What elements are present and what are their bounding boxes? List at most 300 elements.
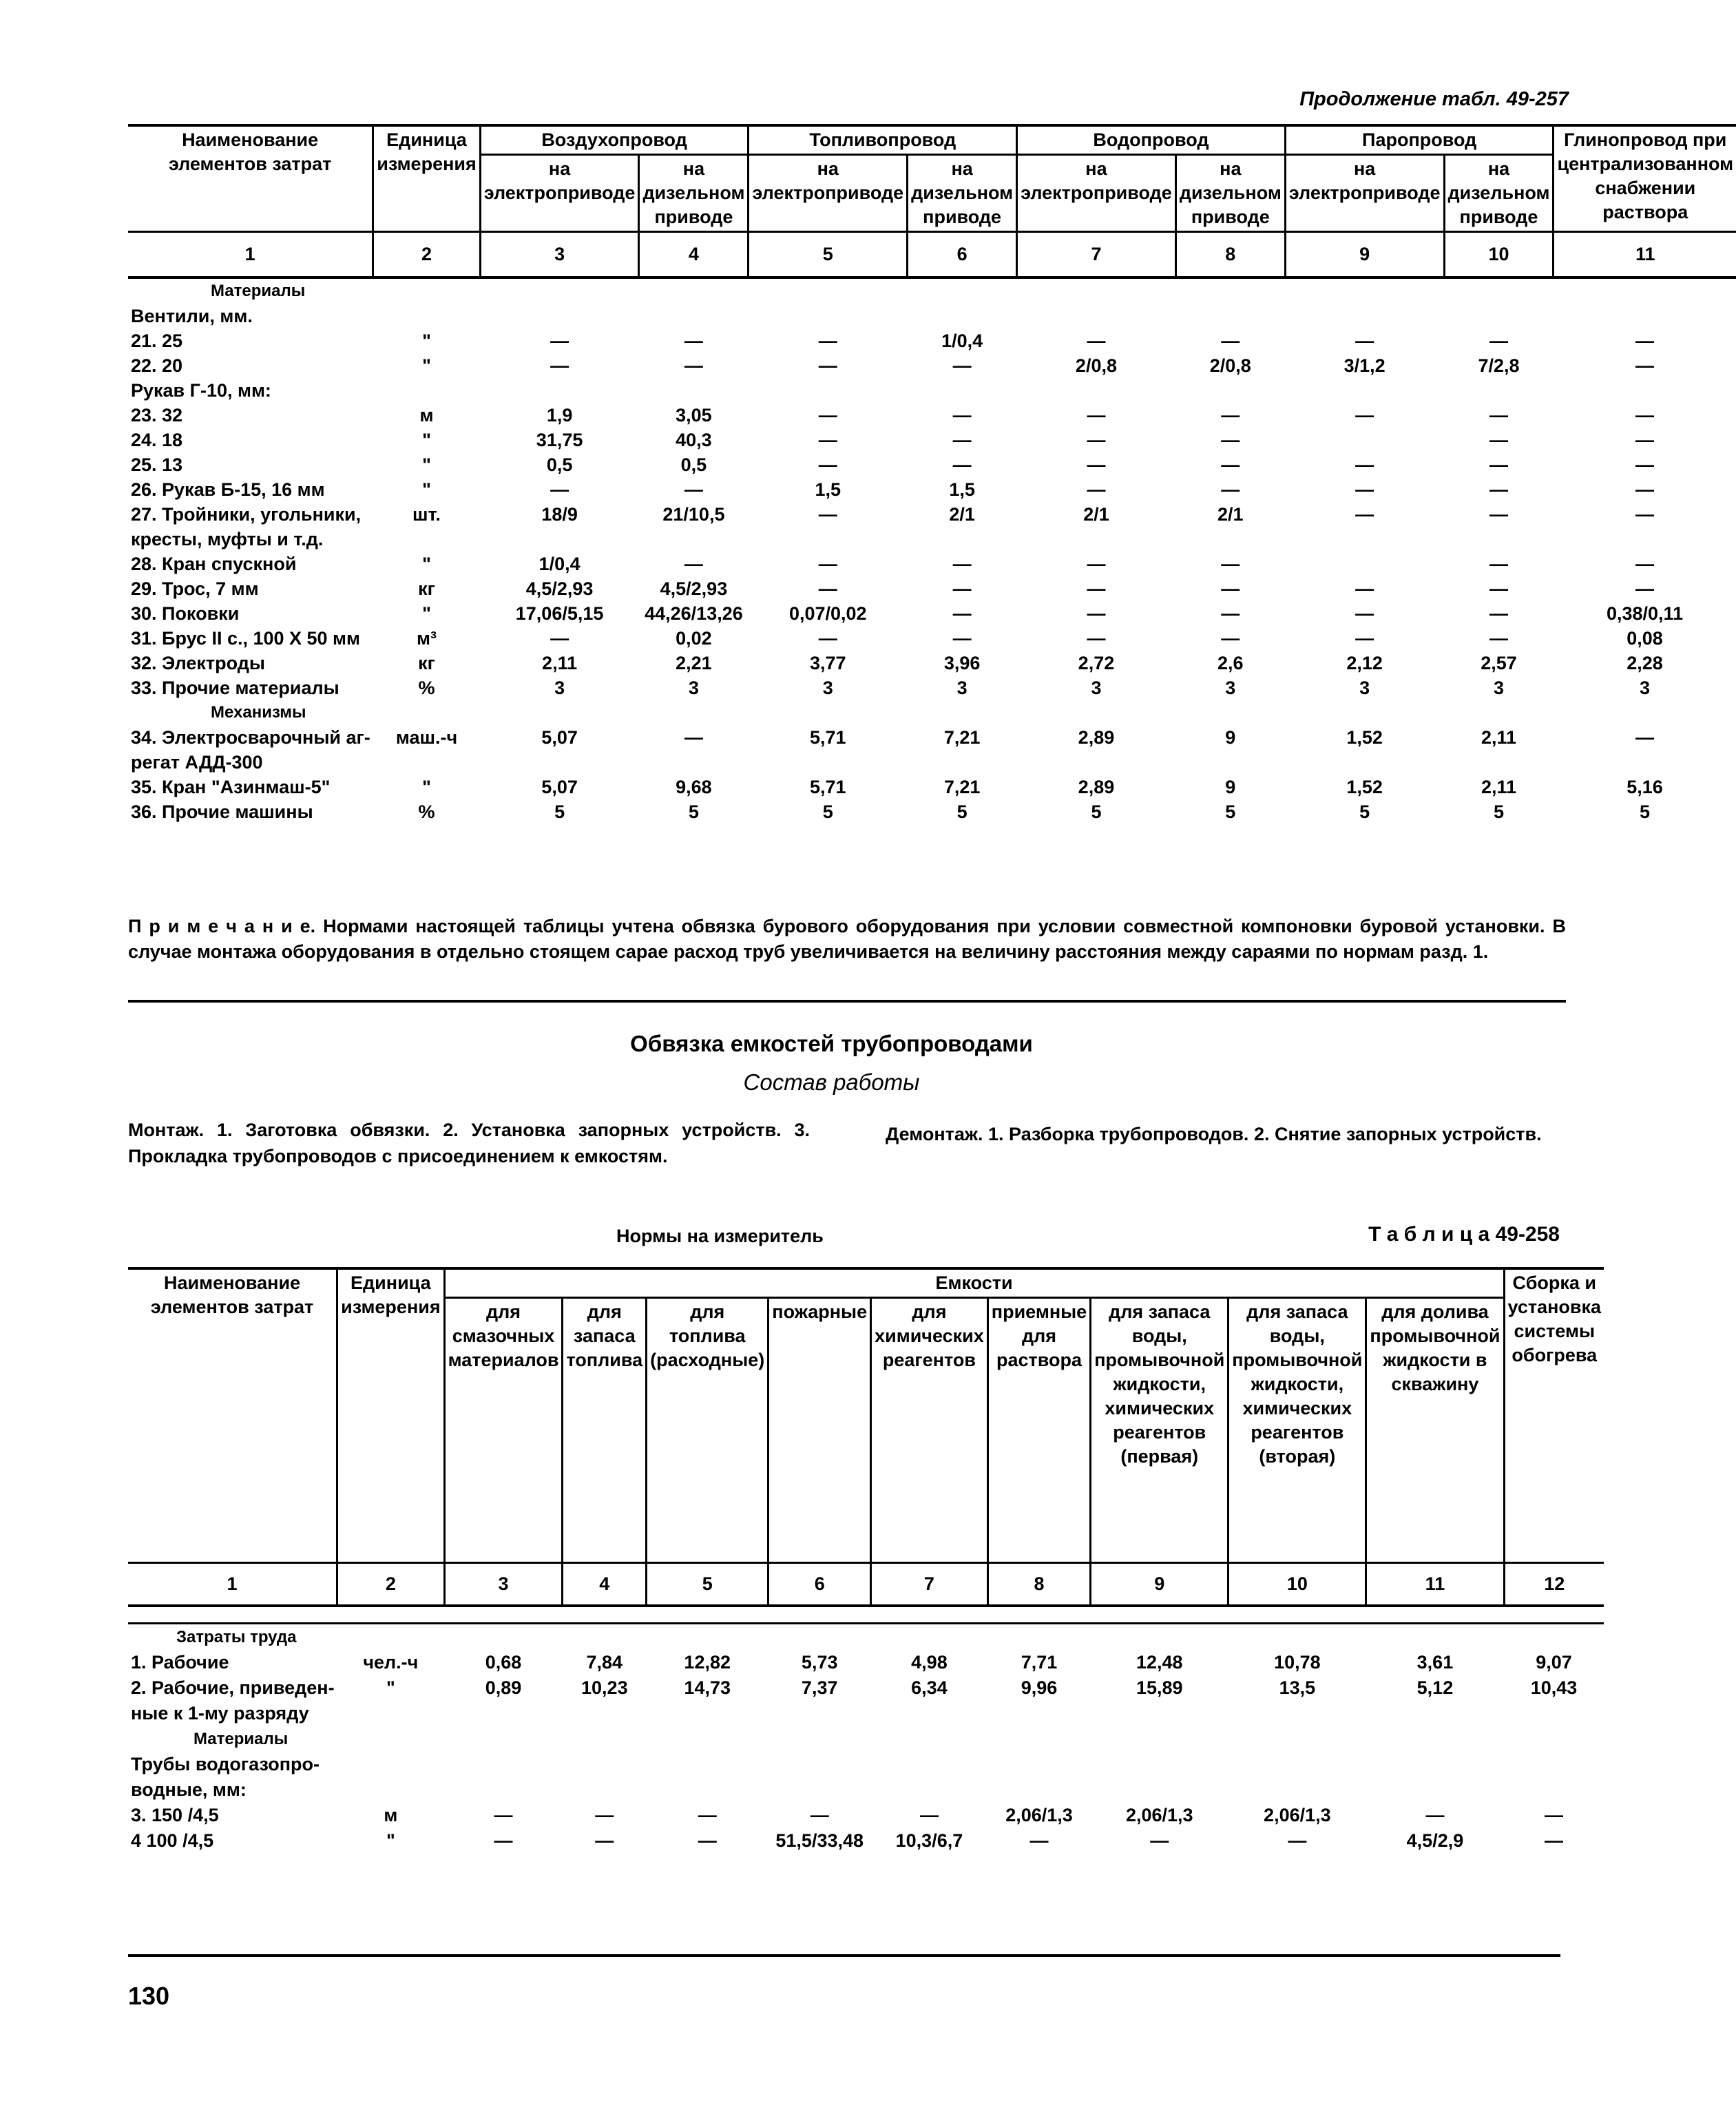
row-value — [1554, 750, 1736, 775]
row-value: — — [1355, 405, 1374, 426]
row-value: 5,07 — [541, 727, 578, 748]
row-value — [639, 304, 749, 328]
row-value: — — [1221, 578, 1240, 599]
row-value — [480, 304, 639, 328]
col-number: 11 — [1554, 232, 1736, 278]
row-value: 44,26/13,26 — [645, 603, 743, 624]
row-value: 9,07 — [1536, 1652, 1572, 1673]
row-unit — [373, 527, 481, 552]
row-value: 5 — [956, 802, 968, 822]
row-value — [987, 1701, 1090, 1726]
table-row — [128, 725, 1736, 750]
work-title: Состав работы — [743, 1069, 920, 1095]
row-value: 9,96 — [1021, 1677, 1058, 1698]
row-value — [480, 527, 639, 552]
row-label: Рукав Г-10, мм: — [131, 380, 271, 401]
row-value: 2,06/1,3 — [1125, 1805, 1193, 1825]
col-number: 7 — [871, 1563, 988, 1606]
row-value: 1/0,4 — [941, 331, 983, 351]
row-value: — — [818, 504, 837, 525]
row-label: 3. 150 /4,5 — [131, 1805, 219, 1825]
row-value — [444, 1777, 563, 1803]
row-value — [1444, 527, 1554, 552]
row-value: — — [1489, 479, 1508, 500]
table-row — [128, 552, 1736, 576]
row-value: — — [1221, 430, 1240, 450]
col-head-steam-electric: на электроприводе — [1285, 155, 1444, 232]
row-unit: м — [419, 405, 434, 426]
row-label: 25. 13 — [131, 454, 183, 475]
row-unit — [373, 750, 481, 775]
row-value — [1228, 1777, 1366, 1803]
row-value — [908, 378, 1017, 403]
row-value: 5,73 — [801, 1652, 838, 1673]
row-unit: " — [422, 454, 431, 475]
table-row — [128, 403, 1736, 428]
row-value: — — [1221, 479, 1240, 500]
row-label: 29. Трос, 7 мм — [131, 578, 259, 599]
row-value: 31,75 — [536, 430, 583, 450]
row-unit: маш.-ч — [395, 727, 458, 748]
table-row — [128, 775, 1736, 799]
divider — [128, 1000, 1566, 1003]
row-value: — — [550, 331, 569, 351]
col-number: 2 — [373, 232, 481, 278]
row-value — [563, 1752, 647, 1777]
row-value: — — [1545, 1830, 1564, 1851]
row-value: — — [1221, 331, 1240, 351]
row-value: — — [595, 1805, 614, 1825]
row-value: 10,3/6,7 — [895, 1830, 963, 1851]
row-value — [1285, 527, 1444, 552]
table-row — [128, 378, 1736, 403]
row-value — [1228, 1701, 1366, 1726]
row-unit — [337, 1777, 445, 1803]
row-value: — — [1087, 331, 1106, 351]
section-heading: Материалы — [194, 1730, 289, 1748]
row-value — [1285, 378, 1444, 403]
row-value: 10,78 — [1274, 1652, 1321, 1673]
row-value — [1554, 304, 1736, 328]
col-head-receiving: приемные для раствора — [987, 1298, 1090, 1563]
col-head-heating: Сборка и установка системы обогрева — [1504, 1268, 1604, 1563]
row-label: 36. Прочие машины — [131, 802, 313, 822]
row-value — [768, 1701, 871, 1726]
row-value: 6,34 — [911, 1677, 948, 1698]
row-value — [1444, 304, 1554, 328]
row-value: 1,9 — [546, 405, 573, 426]
row-value: — — [1635, 504, 1655, 525]
row-value — [647, 1701, 768, 1726]
row-label: Трубы водогазопро- — [131, 1754, 320, 1774]
row-value: 5 — [1225, 802, 1236, 822]
row-value: — — [1635, 405, 1655, 426]
row-value — [1554, 527, 1736, 552]
col-number: 11 — [1366, 1563, 1504, 1606]
col-head-clay: Глинопровод при централизованном снабжении раствора — [1554, 125, 1736, 232]
row-value: 3 — [822, 678, 833, 698]
row-value: 4,5/2,93 — [660, 578, 728, 599]
table-row — [128, 428, 1736, 452]
row-value: — — [1635, 578, 1655, 599]
table-row — [128, 651, 1736, 676]
row-value: 4,98 — [911, 1652, 948, 1673]
row-unit: кг — [418, 578, 435, 599]
row-value: 5,71 — [809, 727, 846, 748]
table-row — [128, 1828, 1604, 1854]
row-value: — — [1489, 578, 1508, 599]
row-value: — — [1545, 1805, 1564, 1825]
row-value: 2,57 — [1481, 653, 1517, 673]
row-unit: " — [422, 331, 431, 351]
row-value — [1017, 378, 1176, 403]
col-head-air-diesel: на дизельном приводе — [639, 155, 749, 232]
row-value: 0,5 — [546, 454, 573, 475]
row-value: 12,82 — [684, 1652, 731, 1673]
col-number: 10 — [1444, 232, 1554, 278]
row-label: ные к 1-му разряду — [131, 1703, 309, 1724]
row-value: — — [952, 355, 972, 376]
table-row — [128, 328, 1736, 353]
table-row — [128, 1777, 1604, 1803]
row-value — [871, 1752, 988, 1777]
row-value: 1,5 — [949, 479, 975, 500]
row-value: — — [1221, 405, 1240, 426]
row-value: 3,96 — [943, 653, 981, 673]
row-value: 2,11 — [542, 653, 578, 673]
row-unit: чел.-ч — [363, 1652, 419, 1673]
row-value: 2,89 — [1078, 777, 1115, 797]
row-label: регат АДД-300 — [131, 752, 263, 773]
row-value: — — [1087, 578, 1106, 599]
col-number: 3 — [444, 1563, 563, 1606]
row-value — [1554, 378, 1736, 403]
row-value: — — [1355, 454, 1374, 475]
col-number: 1 — [128, 232, 373, 278]
section-title: Обвязка емкостей трубопроводами — [630, 1031, 1033, 1056]
table-row — [128, 601, 1736, 626]
col-head-water-first: для запаса воды, промывочной жидкости, химических реагентов (первая) — [1091, 1298, 1228, 1563]
col-head-fuel-electric: на электроприводе — [749, 155, 908, 232]
row-value: 1/0,4 — [538, 554, 581, 574]
row-value: — — [684, 479, 703, 500]
row-label: водные, мм: — [131, 1779, 247, 1800]
row-value: 5,12 — [1416, 1677, 1454, 1698]
row-label: 21. 25 — [131, 331, 183, 351]
row-value: 2,28 — [1627, 653, 1663, 673]
row-value: 2,06/1,3 — [1005, 1805, 1073, 1825]
row-label: 32. Электроды — [131, 653, 265, 673]
col-head-air-electric: на электроприводе — [480, 155, 639, 232]
row-value: — — [919, 1805, 939, 1825]
row-value: — — [818, 628, 837, 649]
row-value: 2,72 — [1078, 653, 1115, 673]
col-number: 4 — [563, 1563, 647, 1606]
col-number: 3 — [480, 232, 639, 278]
row-value: 0,07/0,02 — [788, 603, 867, 624]
row-value: — — [952, 603, 972, 624]
row-value: — — [698, 1830, 717, 1851]
table-body-materials — [128, 1726, 1604, 1854]
col-head-water: Водопровод — [1017, 125, 1286, 155]
row-value: — — [494, 1805, 513, 1825]
col-head-fuel-consumable: для топлива (расходные) — [647, 1298, 768, 1563]
row-value: 2,89 — [1078, 727, 1115, 748]
row-value — [1285, 750, 1444, 775]
row-label: 2. Рабочие, приведен- — [131, 1677, 335, 1698]
norms-label: Нормы на измеритель — [616, 1226, 824, 1246]
section-heading: Материалы — [211, 282, 306, 300]
table-row — [128, 502, 1736, 527]
row-value — [647, 1752, 768, 1777]
row-label: 24. 18 — [131, 430, 183, 450]
row-value: 3/1,2 — [1343, 355, 1385, 376]
table-row — [128, 576, 1736, 601]
row-value: 4,5/2,9 — [1406, 1830, 1464, 1851]
row-unit: " — [422, 603, 431, 624]
col-head-chemical: для химических реагентов — [871, 1298, 988, 1563]
row-label: 4 100 /4,5 — [131, 1830, 214, 1851]
row-value: 5 — [1091, 802, 1102, 822]
row-value: — — [1635, 554, 1655, 574]
row-value: 7,37 — [801, 1677, 838, 1698]
row-value: 2,11 — [1481, 727, 1517, 748]
row-unit: " — [386, 1677, 395, 1698]
row-unit: " — [422, 355, 431, 376]
table-49-257 — [128, 124, 1736, 824]
row-value: — — [1087, 603, 1106, 624]
row-value: — — [1489, 628, 1508, 649]
row-value — [647, 1777, 768, 1803]
row-value: — — [818, 578, 837, 599]
row-value: — — [595, 1830, 614, 1851]
row-value: 5 — [554, 802, 565, 822]
row-value: 0,38/0,11 — [1606, 603, 1684, 624]
table-row — [128, 1803, 1604, 1828]
row-value: 5 — [822, 802, 833, 822]
row-value: 5 — [1493, 802, 1504, 822]
row-value: 3 — [1091, 678, 1102, 698]
table-row — [128, 477, 1736, 502]
row-value: 9 — [1225, 727, 1236, 748]
col-head-lubricants: для смазочных материалов — [444, 1298, 563, 1563]
row-value — [1175, 378, 1285, 403]
row-unit: м — [384, 1805, 398, 1825]
row-value: — — [1355, 628, 1374, 649]
row-value: — — [1221, 454, 1240, 475]
row-value: — — [810, 1805, 829, 1825]
row-value — [1091, 1752, 1228, 1777]
col-number: 5 — [647, 1563, 768, 1606]
row-value — [444, 1701, 563, 1726]
row-value: 14,73 — [684, 1677, 731, 1698]
row-value: 3,77 — [809, 653, 846, 673]
row-value: — — [1489, 603, 1508, 624]
row-value: — — [1425, 1805, 1445, 1825]
row-value: — — [1635, 479, 1655, 500]
row-value: 21/10,5 — [662, 504, 725, 525]
row-unit: " — [386, 1830, 395, 1851]
row-value — [749, 304, 908, 328]
row-value: — — [1150, 1830, 1169, 1851]
row-value: — — [818, 355, 837, 376]
table-row — [128, 1752, 1604, 1777]
row-value — [871, 1777, 988, 1803]
row-label: 27. Тройники, угольники, — [131, 504, 362, 525]
row-value: 0,89 — [485, 1677, 522, 1698]
row-value: — — [550, 355, 569, 376]
row-value: — — [1355, 603, 1374, 624]
row-value: — — [952, 578, 972, 599]
row-value — [563, 1701, 647, 1726]
row-label: Вентили, мм. — [131, 306, 253, 326]
row-value: — — [1489, 554, 1508, 574]
row-value: 40,3 — [676, 430, 712, 450]
row-value: 5,16 — [1627, 777, 1663, 797]
section-heading: Затраты труда — [176, 1628, 297, 1646]
row-value: — — [1355, 578, 1374, 599]
row-value: 3 — [688, 678, 699, 698]
row-value: 2,06/1,3 — [1264, 1805, 1331, 1825]
row-value — [1444, 378, 1554, 403]
row-value: 4,5/2,93 — [525, 578, 594, 599]
row-value — [1444, 750, 1554, 775]
col-head-steam-diesel: на дизельном приводе — [1444, 155, 1554, 232]
row-value: 2/0,8 — [1209, 355, 1251, 376]
row-value — [768, 1777, 871, 1803]
row-value: 9 — [1225, 777, 1236, 797]
row-label: 35. Кран "Азинмаш-5" — [131, 777, 331, 797]
row-value: 7,84 — [586, 1652, 623, 1673]
row-value: 3 — [1493, 678, 1504, 698]
col-head-unit: Единица измерения — [337, 1268, 445, 1563]
col-head-steam: Паропровод — [1285, 125, 1554, 155]
row-value: 5,71 — [809, 777, 846, 797]
row-value: 51,5/33,48 — [775, 1830, 864, 1851]
row-value: — — [1489, 405, 1508, 426]
row-value — [1228, 1752, 1366, 1777]
row-value: 10,23 — [581, 1677, 628, 1698]
row-value: 17,06/5,15 — [515, 603, 604, 624]
row-value: 18/9 — [541, 504, 578, 525]
table-body-mechanisms — [128, 700, 1736, 824]
row-value: — — [1029, 1830, 1049, 1851]
row-value: 3 — [1640, 678, 1651, 698]
row-value: 2/0,8 — [1075, 355, 1117, 376]
row-value: — — [1489, 331, 1508, 351]
row-value: — — [1635, 454, 1655, 475]
col-head-unit: Единица измерения — [373, 125, 481, 232]
row-value: — — [1087, 628, 1106, 649]
table-continuation-header: Продолжение табл. 49-257 — [1299, 88, 1569, 110]
row-value: — — [818, 454, 837, 475]
row-label: 33. Прочие материалы — [131, 678, 339, 698]
row-value: — — [818, 430, 837, 450]
row-value: — — [684, 554, 703, 574]
row-value: 3 — [956, 678, 968, 698]
row-value: 9,68 — [676, 777, 712, 797]
row-value: 2,6 — [1217, 653, 1244, 673]
row-value — [1017, 527, 1176, 552]
col-number: 2 — [337, 1563, 445, 1606]
row-label: 31. Брус II с., 100 X 50 мм — [131, 628, 361, 649]
col-head-water-electric: на электроприводе — [1017, 155, 1176, 232]
row-value: 1,5 — [815, 479, 841, 500]
col-number: 12 — [1504, 1563, 1604, 1606]
row-value — [639, 527, 749, 552]
row-value: — — [1355, 331, 1374, 351]
col-number: 9 — [1091, 1563, 1228, 1606]
row-value — [1091, 1701, 1228, 1726]
row-value: — — [952, 405, 972, 426]
row-value: — — [952, 430, 972, 450]
row-unit: " — [422, 479, 431, 500]
mount-text: Монтаж. 1. Заготовка обвязки. 2. Установка запорных устройств. 3. Прокладка трубопроводов с присоединением к емкостям. — [128, 1120, 810, 1166]
col-head-topup: для долива промывочной жидкости в скважину — [1366, 1298, 1504, 1563]
col-number: 8 — [987, 1563, 1090, 1606]
col-number: 6 — [908, 232, 1017, 278]
col-number: 9 — [1285, 232, 1444, 278]
row-value: — — [1635, 331, 1655, 351]
row-value — [908, 304, 1017, 328]
table-label: Т а б л и ц а 49-258 — [1368, 1223, 1560, 1246]
row-value: — — [550, 628, 569, 649]
row-value: 15,89 — [1136, 1677, 1183, 1698]
row-value — [639, 750, 749, 775]
row-value — [749, 378, 908, 403]
table-row — [128, 1701, 1604, 1726]
row-value — [480, 378, 639, 403]
row-value: — — [684, 331, 703, 351]
row-unit — [337, 1752, 445, 1777]
row-unit: % — [418, 802, 435, 822]
row-value: 3,05 — [676, 405, 712, 426]
row-value — [908, 527, 1017, 552]
row-value: 2,21 — [676, 653, 712, 673]
row-value: 2,12 — [1346, 653, 1383, 673]
row-unit — [373, 378, 481, 403]
col-head-name: Наименование элементов затрат — [128, 1268, 337, 1563]
row-value — [1366, 1701, 1504, 1726]
col-number: 5 — [749, 232, 908, 278]
row-value — [1017, 750, 1176, 775]
row-value: 3 — [1225, 678, 1236, 698]
row-value — [768, 1752, 871, 1777]
row-value: — — [952, 628, 972, 649]
table-row — [128, 750, 1736, 775]
row-value: — — [818, 331, 837, 351]
row-value — [987, 1752, 1090, 1777]
col-head-fuel-reserve: для запаса топлива — [563, 1298, 647, 1563]
row-label: 26. Рукав Б-15, 16 мм — [131, 479, 325, 500]
row-value — [749, 527, 908, 552]
row-value: — — [1489, 504, 1508, 525]
row-value: 2/1 — [949, 504, 975, 525]
row-value: — — [1087, 454, 1106, 475]
row-unit: " — [422, 430, 431, 450]
row-value: 2/1 — [1217, 504, 1244, 525]
col-number: 10 — [1228, 1563, 1366, 1606]
table-note: П р и м е ч а н и е. Нормами настоящей таблицы учтена обвязка бурового оборудования при условии совместной компоновки буровой установки. В случае монтажа оборудования в отдельно стоящем сарае расход труб увеличивается на величину расстояния между сараями по нормам разд. 1. — [128, 916, 1566, 962]
dismount-text: Демонтаж. 1. Разборка трубопроводов. 2. Снятие запорных устройств. — [886, 1124, 1542, 1144]
row-unit: шт. — [412, 504, 441, 525]
row-label: 1. Рабочие — [131, 1652, 229, 1673]
row-value: 0,08 — [1627, 628, 1663, 649]
col-head-air: Воздухопровод — [480, 125, 749, 155]
col-head-water-diesel: на дизельном приводе — [1175, 155, 1285, 232]
row-value — [1285, 428, 1444, 452]
row-value — [1285, 552, 1444, 576]
